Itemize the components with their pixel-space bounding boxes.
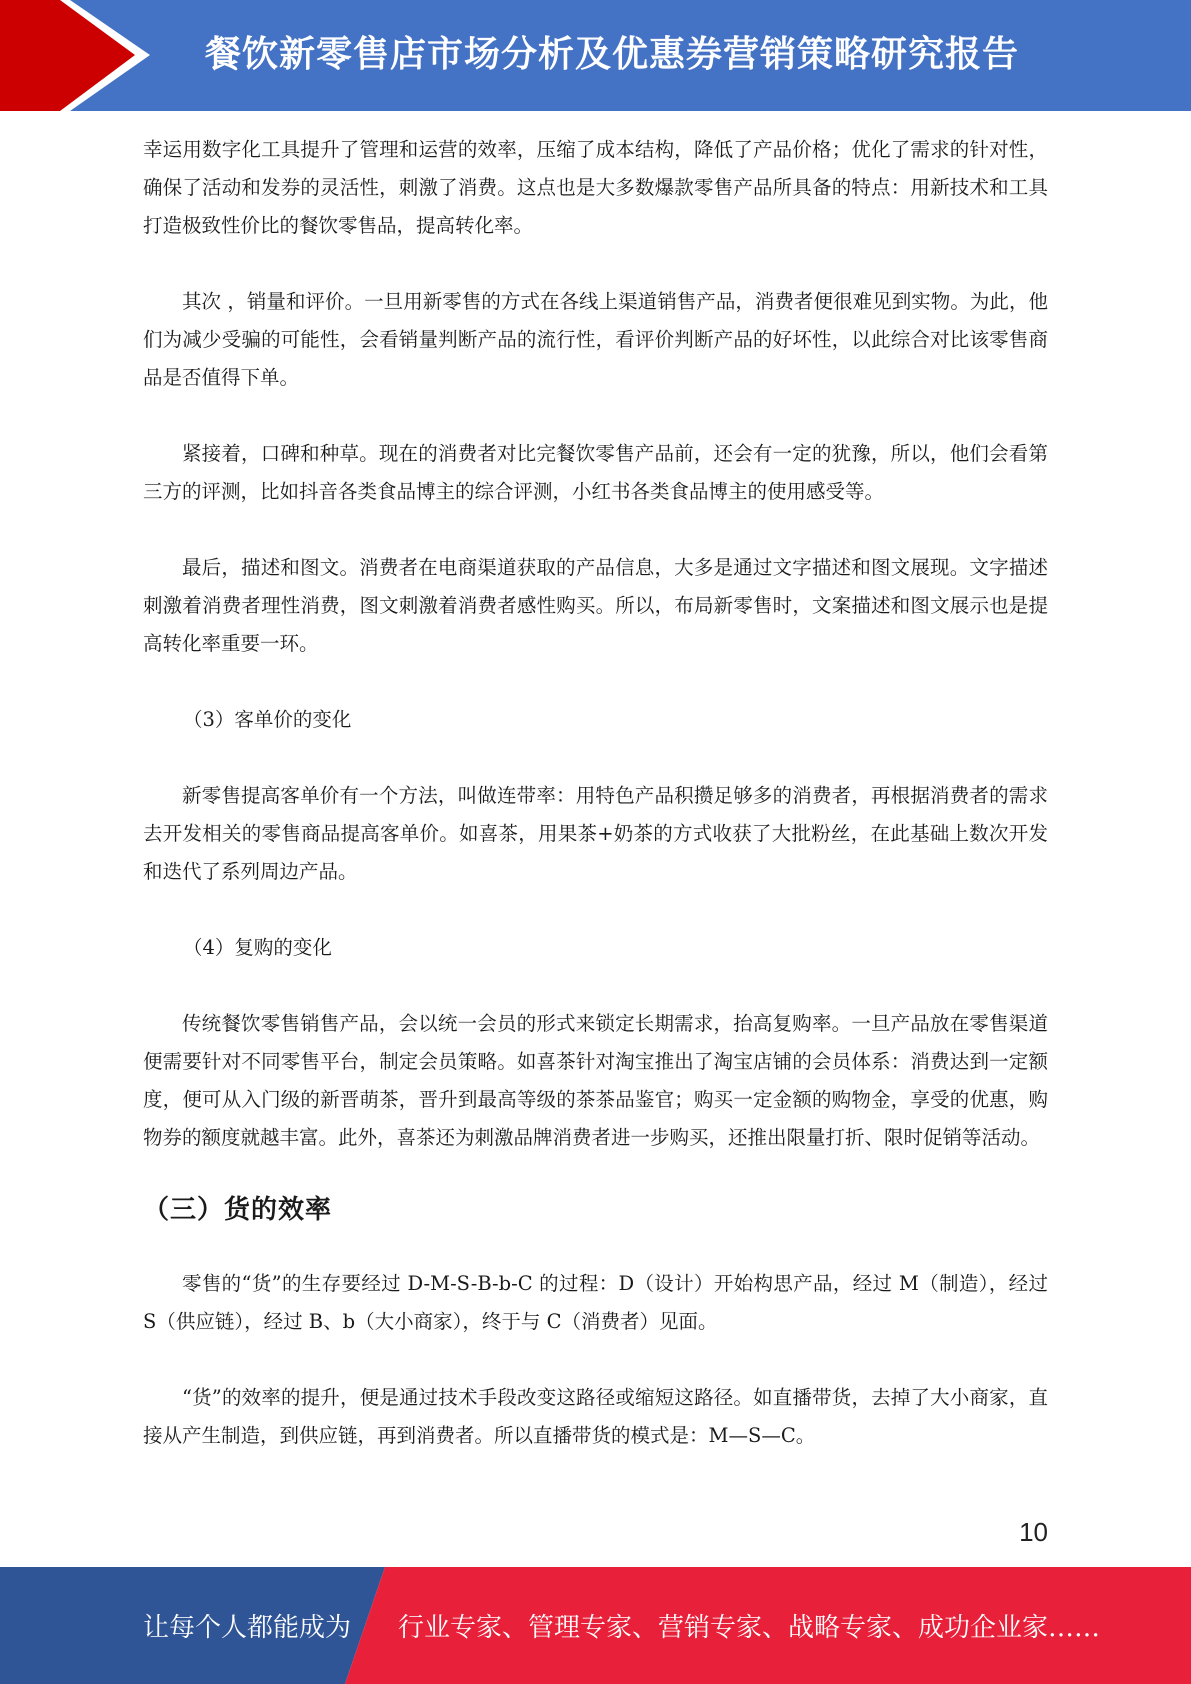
paragraph-live-streaming: “货”的效率的提升，便是通过技术手段改变这路径或缩短这路径。如直播带货，去掉了大小商家，直接从产生制造，到供应链，再到消费者。所以直播带货的模式是：M—S—C。: [143, 1386, 1048, 1447]
paragraph-unit-price: 新零售提高客单价有一个方法，叫做连带率：用特色产品积攒足够多的消费者，再根据消费者的需求去开发相关的零售商品提高客单价。如喜茶，用果茶+奶茶的方式收获了大批粉丝，在此基础上数次开发和迭代了系列周边产品。: [143, 784, 1048, 883]
paragraph-description-images: 最后，描述和图文。消费者在电商渠道获取的产品信息，大多是通过文字描述和图文展现。文字描述刺激着消费者理性消费，图文刺激着消费者感性购买。所以，布局新零售时，文案描述和图文展示也是提高转化率重要一环。: [143, 556, 1048, 655]
paragraph-sales-reviews: 其次 ，销量和评价。一旦用新零售的方式在各线上渠道销售产品，消费者便很难见到实物。为此，他们为减少受骗的可能性，会看销量判断产品的流行性，看评价判断产品的好坏性，以此综合对比该零售商品是否值得下单。: [143, 290, 1048, 389]
page-body: [143, 131, 1048, 1493]
footer-slogan-right: 行业专家、管理专家、营销专家、战略专家、成功企业家……: [398, 1613, 1101, 1643]
paragraph-digital-tools: 幸运用数字化工具提升了管理和运营的效率，压缩了成本结构，降低了产品价格；优化了需求的针对性，确保了活动和发券的灵活性，刺激了消费。这点也是大多数爆款零售产品所具备的特点：用新技术和工具打造极致性价比的餐饮零售品，提高转化率。: [143, 138, 1048, 237]
page-header: [0, 0, 1191, 111]
page-footer: [0, 1567, 1191, 1684]
section-heading-goods-efficiency: （三）货的效率: [143, 1195, 333, 1225]
report-title: 餐饮新零售店市场分析及优惠券营销策略研究报告: [205, 34, 1020, 75]
subheading-repurchase: （4）复购的变化: [183, 936, 332, 959]
footer-slogan-left: 让每个人都能成为: [143, 1613, 352, 1643]
paragraph-word-of-mouth: 紧接着，口碑和种草。现在的消费者对比完餐饮零售产品前，还会有一定的犹豫，所以，他们会看第三方的评测，比如抖音各类食品博主的综合评测，小红书各类食品博主的使用感受等。: [143, 442, 1048, 503]
page-number: 10: [1019, 1517, 1048, 1547]
paragraph-repurchase: 传统餐饮零售销售产品，会以统一会员的形式来锁定长期需求，抬高复购率。一旦产品放在零售渠道便需要针对不同零售平台，制定会员策略。如喜茶针对淘宝推出了淘宝店铺的会员体系：消费达到一定额度，便可从入门级的新晋萌茶，晋升到最高等级的茶茶品鉴官；购买一定金额的购物金，享受的优惠，购物券的额度就越丰富。此外，喜茶还为刺激品牌消费者进一步购买，还推出限量打折、限时促销等活动。: [143, 1012, 1048, 1149]
subheading-unit-price: （3）客单价的变化: [183, 708, 352, 731]
paragraph-goods-path: 零售的“货”的生存要经过 D-M-S-B-b-C 的过程：D（设计）开始构思产品，经过 M（制造），经过 S（供应链），经过 B、b（大小商家），终于与 C（消费者）见面。: [143, 1272, 1048, 1333]
